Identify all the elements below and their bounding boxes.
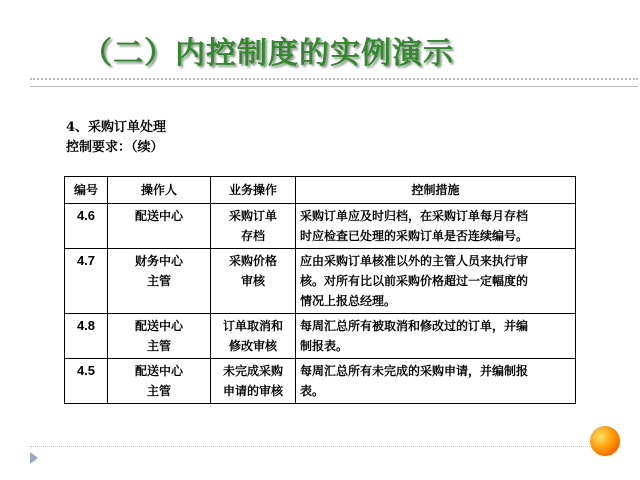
cell-line: 申请的审核 (222, 384, 283, 398)
cell-line: 每周汇总所有未完成的采购申请，并编制报 (300, 364, 529, 378)
cell-line: 配送中心 (134, 319, 183, 333)
footer-divider (30, 446, 600, 447)
control-requirement-label: 控制要求：（续） (66, 140, 164, 155)
header-id: 编号 (65, 177, 108, 204)
cell-line: 存档 (240, 229, 265, 243)
cell-operation (211, 359, 296, 404)
play-triangle-icon[interactable] (30, 452, 38, 464)
cell-operation (211, 249, 296, 314)
cell-line: 修改审核 (228, 339, 277, 353)
title-divider-dotted (30, 78, 638, 80)
cell-operation (211, 204, 296, 249)
slide-title: （二）内控制度的实例演示 (82, 36, 454, 71)
table-row (65, 359, 576, 404)
cell-line: 制报表。 (300, 339, 349, 353)
cell-line: 应由采购订单核准以外的主管人员来执行审 (300, 254, 529, 268)
table-row (65, 204, 576, 249)
table-row (65, 249, 576, 314)
cell-operator (108, 204, 211, 249)
cell-line: 情况上报总经理。 (300, 294, 397, 308)
cell-line: 每周汇总所有被取消和修改过的订单，并编 (300, 319, 529, 333)
cell-operator (108, 249, 211, 314)
cell-measure (296, 314, 576, 359)
cell-id: 4.7 (65, 249, 108, 314)
cell-measure (296, 204, 576, 249)
cell-operator (108, 359, 211, 404)
section-heading: 4、采购订单处理 (66, 120, 167, 135)
cell-measure (296, 249, 576, 314)
header-operator: 操作人 (108, 177, 211, 204)
cell-line: 采购价格 (228, 254, 277, 268)
cell-measure (296, 359, 576, 404)
title-divider-solid (30, 86, 638, 87)
header-measure: 控制措施 (296, 177, 576, 204)
cell-line: 表。 (300, 384, 325, 398)
cell-line: 未完成采购 (222, 364, 283, 378)
cell-operation (211, 314, 296, 359)
cell-line: 财务中心 (134, 254, 183, 268)
cell-line: 订单取消和 (222, 319, 283, 333)
cell-id: 4.5 (65, 359, 108, 404)
cell-operator (108, 314, 211, 359)
cell-line: 核。对所有比以前采购价格超过一定幅度的 (300, 274, 529, 288)
cell-line: 主管 (146, 384, 171, 398)
orange-orb-icon (590, 426, 620, 456)
header-operation: 业务操作 (211, 177, 296, 204)
cell-line: 主管 (146, 274, 171, 288)
cell-id: 4.6 (65, 204, 108, 249)
cell-line: 采购订单应及时归档，在采购订单每月存档 (300, 209, 529, 223)
intro-text (66, 118, 166, 158)
cell-line: 审核 (240, 274, 265, 288)
cell-line: 配送中心 (134, 209, 183, 223)
cell-line: 配送中心 (134, 364, 183, 378)
table-row (65, 314, 576, 359)
table-header-row (65, 177, 576, 204)
cell-line: 主管 (146, 339, 171, 353)
cell-id: 4.8 (65, 314, 108, 359)
cell-line: 时应检查已处理的采购订单是否连续编号。 (300, 229, 529, 243)
control-table (64, 176, 576, 404)
cell-line: 采购订单 (228, 209, 277, 223)
